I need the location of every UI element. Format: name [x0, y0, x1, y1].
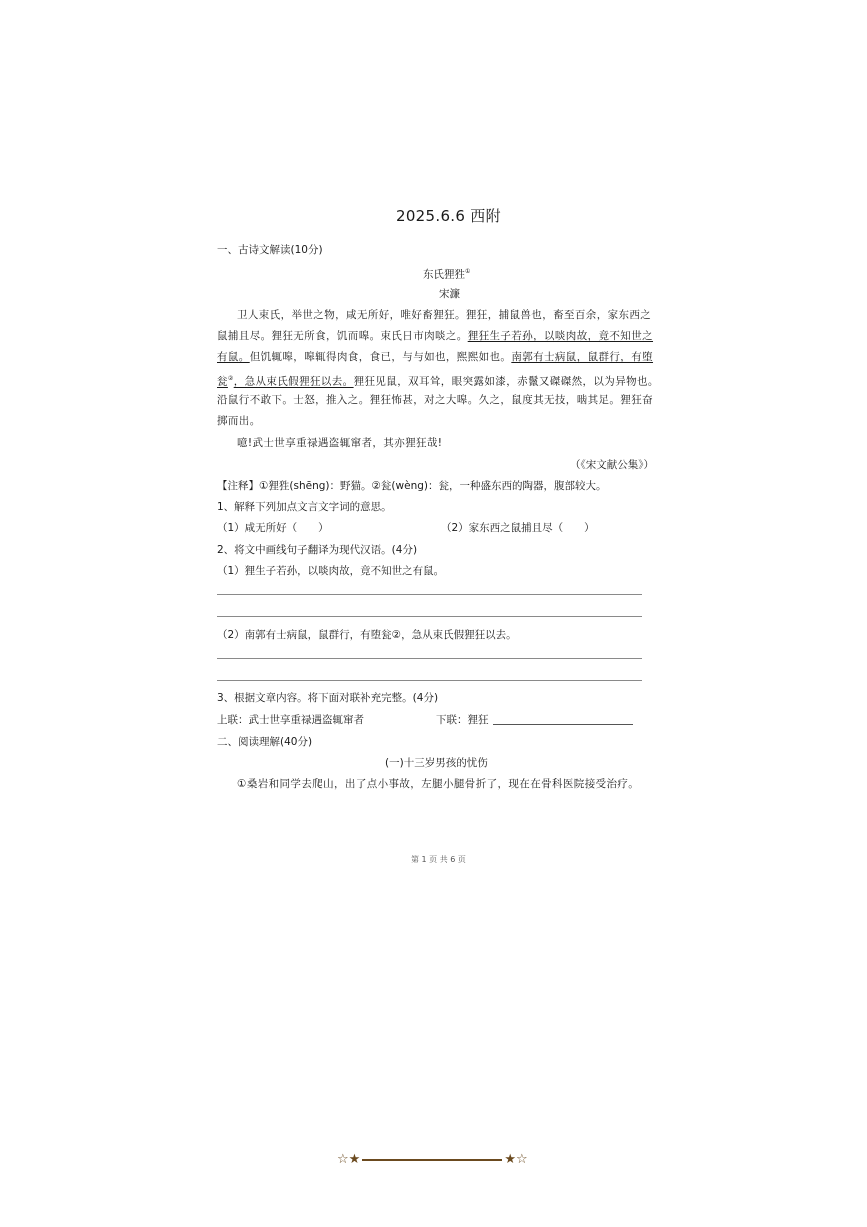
divider: [362, 1159, 502, 1161]
answer-line[interactable]: [217, 616, 642, 617]
star-icon: ★☆: [504, 1152, 528, 1167]
poem-title-footnote: ①: [465, 268, 471, 275]
paragraph-line: 掷而出。: [217, 415, 261, 427]
couplet-upper: 上联：武士世享重禄遇盗辄窜者: [217, 714, 364, 726]
footnote-marker: ②: [227, 375, 234, 382]
question-3-stem: 3、根据文章内容。将下面对联补充完整。(4分): [217, 692, 439, 704]
question-1-a: （1）咸无所好（ ）: [217, 522, 329, 534]
underlined-sentence: ，急从束氏假狸狂以去。: [233, 375, 354, 388]
paragraph-line: 沿鼠行不敢下。士怒，推入之。狸狂怖甚，对之大嗥。久之，鼠度其无技，啮其足。狸狂奋: [217, 394, 653, 406]
question-1-b: （2）家东西之鼠捕且尽（ ）: [441, 522, 595, 534]
plain-text: 鼠捕且尽。狸狂无所食，饥而嗥。束氏日市肉啖之。: [217, 330, 468, 342]
plain-text: 但饥辄嗥，嗥辄得肉食，食已，与与如也，熙熙如也。: [249, 351, 512, 363]
paragraph-line: ①桑岩和同学去爬山，出了点小事故，左腿小腿骨折了，现在在骨科医院接受治疗。: [237, 778, 640, 790]
couplet-lower: 下联：狸狂: [436, 714, 489, 726]
question-2-b: （2）南郭有士病鼠，鼠群行，有堕瓮②，急从束氏假狸狂以去。: [217, 629, 517, 641]
annotations: 【注释】①狸狌(shēng)：野猫。②瓮(wèng)：瓮，一种盛东西的陶器，腹部较大。: [217, 480, 607, 492]
poem-author: 宋濂: [439, 288, 460, 300]
paragraph-line: [217, 329, 653, 343]
decorative-footer: [337, 1152, 528, 1167]
paragraph-line: 卫人束氏，举世之物，咸无所好，唯好畜狸狂。狸狂，捕鼠兽也，畜至百余，家东西之: [237, 309, 652, 321]
star-icon: ☆★: [337, 1152, 361, 1167]
question-1-stem: 1、解释下列加点文言文字词的意思。: [217, 501, 392, 513]
paragraph-line: [217, 372, 659, 389]
section-heading-1: 一、古诗文解读(10分): [217, 244, 323, 256]
article-title: (一)十三岁男孩的忧伤: [385, 757, 488, 769]
paragraph-line: 噫!武士世享重禄遇盗辄窜者，其亦狸狂哉!: [237, 437, 443, 449]
plain-text: 狸狂见鼠，双耳耸，眼突露如漆，赤鬣又磔磔然，以为异物也。: [353, 375, 659, 388]
underlined-sentence: 瓮: [217, 375, 228, 388]
answer-line[interactable]: [217, 594, 642, 595]
underlined-sentence: 狸狂生子若孙，以啖肉故，竟不知世之: [467, 330, 654, 342]
source-citation: （《宋文献公集》）: [570, 459, 654, 471]
answer-line[interactable]: [217, 658, 642, 659]
underlined-sentence: 南郭有士病鼠，鼠群行，有堕: [511, 351, 654, 363]
answer-line[interactable]: [217, 680, 642, 681]
poem-title-text: 东氏狸狌: [423, 268, 465, 281]
underlined-sentence: 有鼠。: [217, 351, 250, 363]
couplet-answer-line[interactable]: [493, 724, 633, 725]
question-2-a: （1）狸生子若孙，以啖肉故，竟不知世之有鼠。: [217, 565, 445, 577]
poem-title: [423, 265, 470, 282]
page-number: 第 1 页 共 6 页: [411, 855, 466, 864]
section-heading-2: 二、阅读理解(40分): [217, 736, 313, 748]
paragraph-line: [217, 350, 653, 364]
question-2-stem: 2、将文中画线句子翻译为现代汉语。(4分): [217, 544, 418, 556]
page-title: 2025.6.6 西附: [396, 207, 501, 225]
